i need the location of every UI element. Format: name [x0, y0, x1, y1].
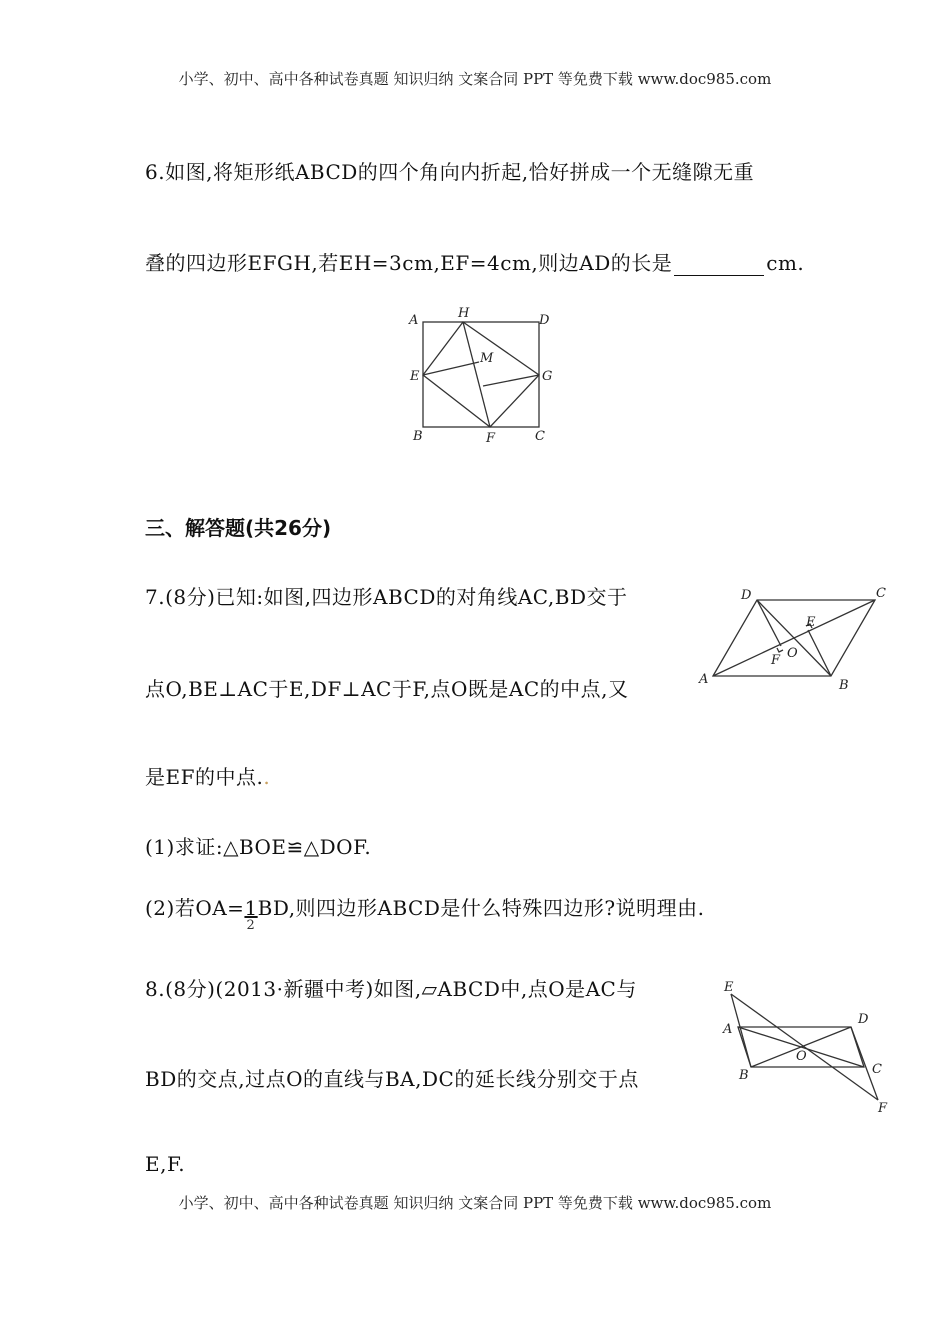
- label-O: O: [796, 1049, 807, 1064]
- label-D: D: [858, 1012, 869, 1027]
- label-F: F: [771, 653, 781, 668]
- label-D: D: [741, 588, 752, 603]
- fraction-denominator: 2: [246, 918, 256, 933]
- quad-efgh: [423, 322, 539, 427]
- q6-unit: cm.: [766, 251, 805, 275]
- q7-sub1: (1)求证:△BOE≌△DOF.: [145, 835, 372, 859]
- q7-line2: 点O,BE⊥AC于E,DF⊥AC于F,点O既是AC的中点,又: [145, 677, 629, 701]
- label-H: H: [458, 306, 470, 321]
- fraction-numerator: 1: [244, 896, 258, 920]
- q8-figure: [718, 978, 898, 1118]
- label-C: C: [535, 429, 545, 444]
- label-E: E: [410, 369, 420, 384]
- q7-sub2-b: BD,则四边形ABCD是什么特殊四边形?说明理由.: [257, 896, 705, 920]
- label-O: O: [787, 646, 798, 661]
- page-header: 小学、初中、高中各种试卷真题 知识归纳 文案合同 PPT 等免费下载 www.doc985.com: [178, 70, 772, 88]
- q6-line1: 6.如图,将矩形纸ABCD的四个角向内折起,恰好拼成一个无缝隙无重: [145, 160, 755, 184]
- label-E: E: [724, 980, 734, 995]
- label-B: B: [413, 429, 423, 444]
- label-A: A: [723, 1022, 733, 1037]
- label-D: D: [539, 313, 550, 328]
- q7-sub2-a: (2)若OA=: [145, 896, 245, 920]
- seg-be: [808, 630, 831, 676]
- rect-abcd: [423, 322, 539, 427]
- right-angle-f: [777, 648, 783, 652]
- label-B: B: [839, 678, 849, 693]
- line-ef: [731, 994, 878, 1100]
- label-F: F: [878, 1101, 888, 1116]
- label-A: A: [699, 672, 709, 687]
- q7-line3: [145, 761, 270, 790]
- q6-figure: [400, 300, 570, 450]
- q7-figure: [695, 580, 895, 693]
- page-footer: 小学、初中、高中各种试卷真题 知识归纳 文案合同 PPT 等免费下载 www.doc985.com: [178, 1194, 772, 1212]
- q8-line1: 8.(8分)(2013·新疆中考)如图,▱ABCD中,点O是AC与: [145, 977, 637, 1001]
- label-C: C: [872, 1062, 882, 1077]
- label-F: F: [486, 431, 496, 446]
- fraction-half: [244, 896, 258, 933]
- q8-line2: BD的交点,过点O的直线与BA,DC的延长线分别交于点: [145, 1067, 639, 1091]
- label-E: E: [806, 615, 816, 630]
- label-A: A: [409, 313, 419, 328]
- label-G: G: [542, 369, 553, 384]
- q7-sub2: [145, 892, 705, 933]
- q6-line2-text: 叠的四边形EFGH,若EH=3cm,EF=4cm,则边AD的长是: [145, 251, 673, 275]
- seg-df: [757, 600, 781, 646]
- label-M: M: [480, 351, 494, 366]
- q7-line3-text: 是EF的中点.: [145, 765, 264, 789]
- q8-line3: E,F.: [145, 1152, 186, 1176]
- q6-line2: [145, 247, 804, 276]
- q7-line1: 7.(8分)已知:如图,四边形ABCD的对角线AC,BD交于: [145, 585, 628, 609]
- label-B: B: [739, 1068, 749, 1083]
- diag-bd: [757, 600, 831, 676]
- q7-line3-mark: .: [263, 765, 271, 789]
- section-title: 三、解答题(共26分): [145, 516, 332, 540]
- answer-blank: [674, 255, 764, 276]
- label-C: C: [876, 586, 886, 601]
